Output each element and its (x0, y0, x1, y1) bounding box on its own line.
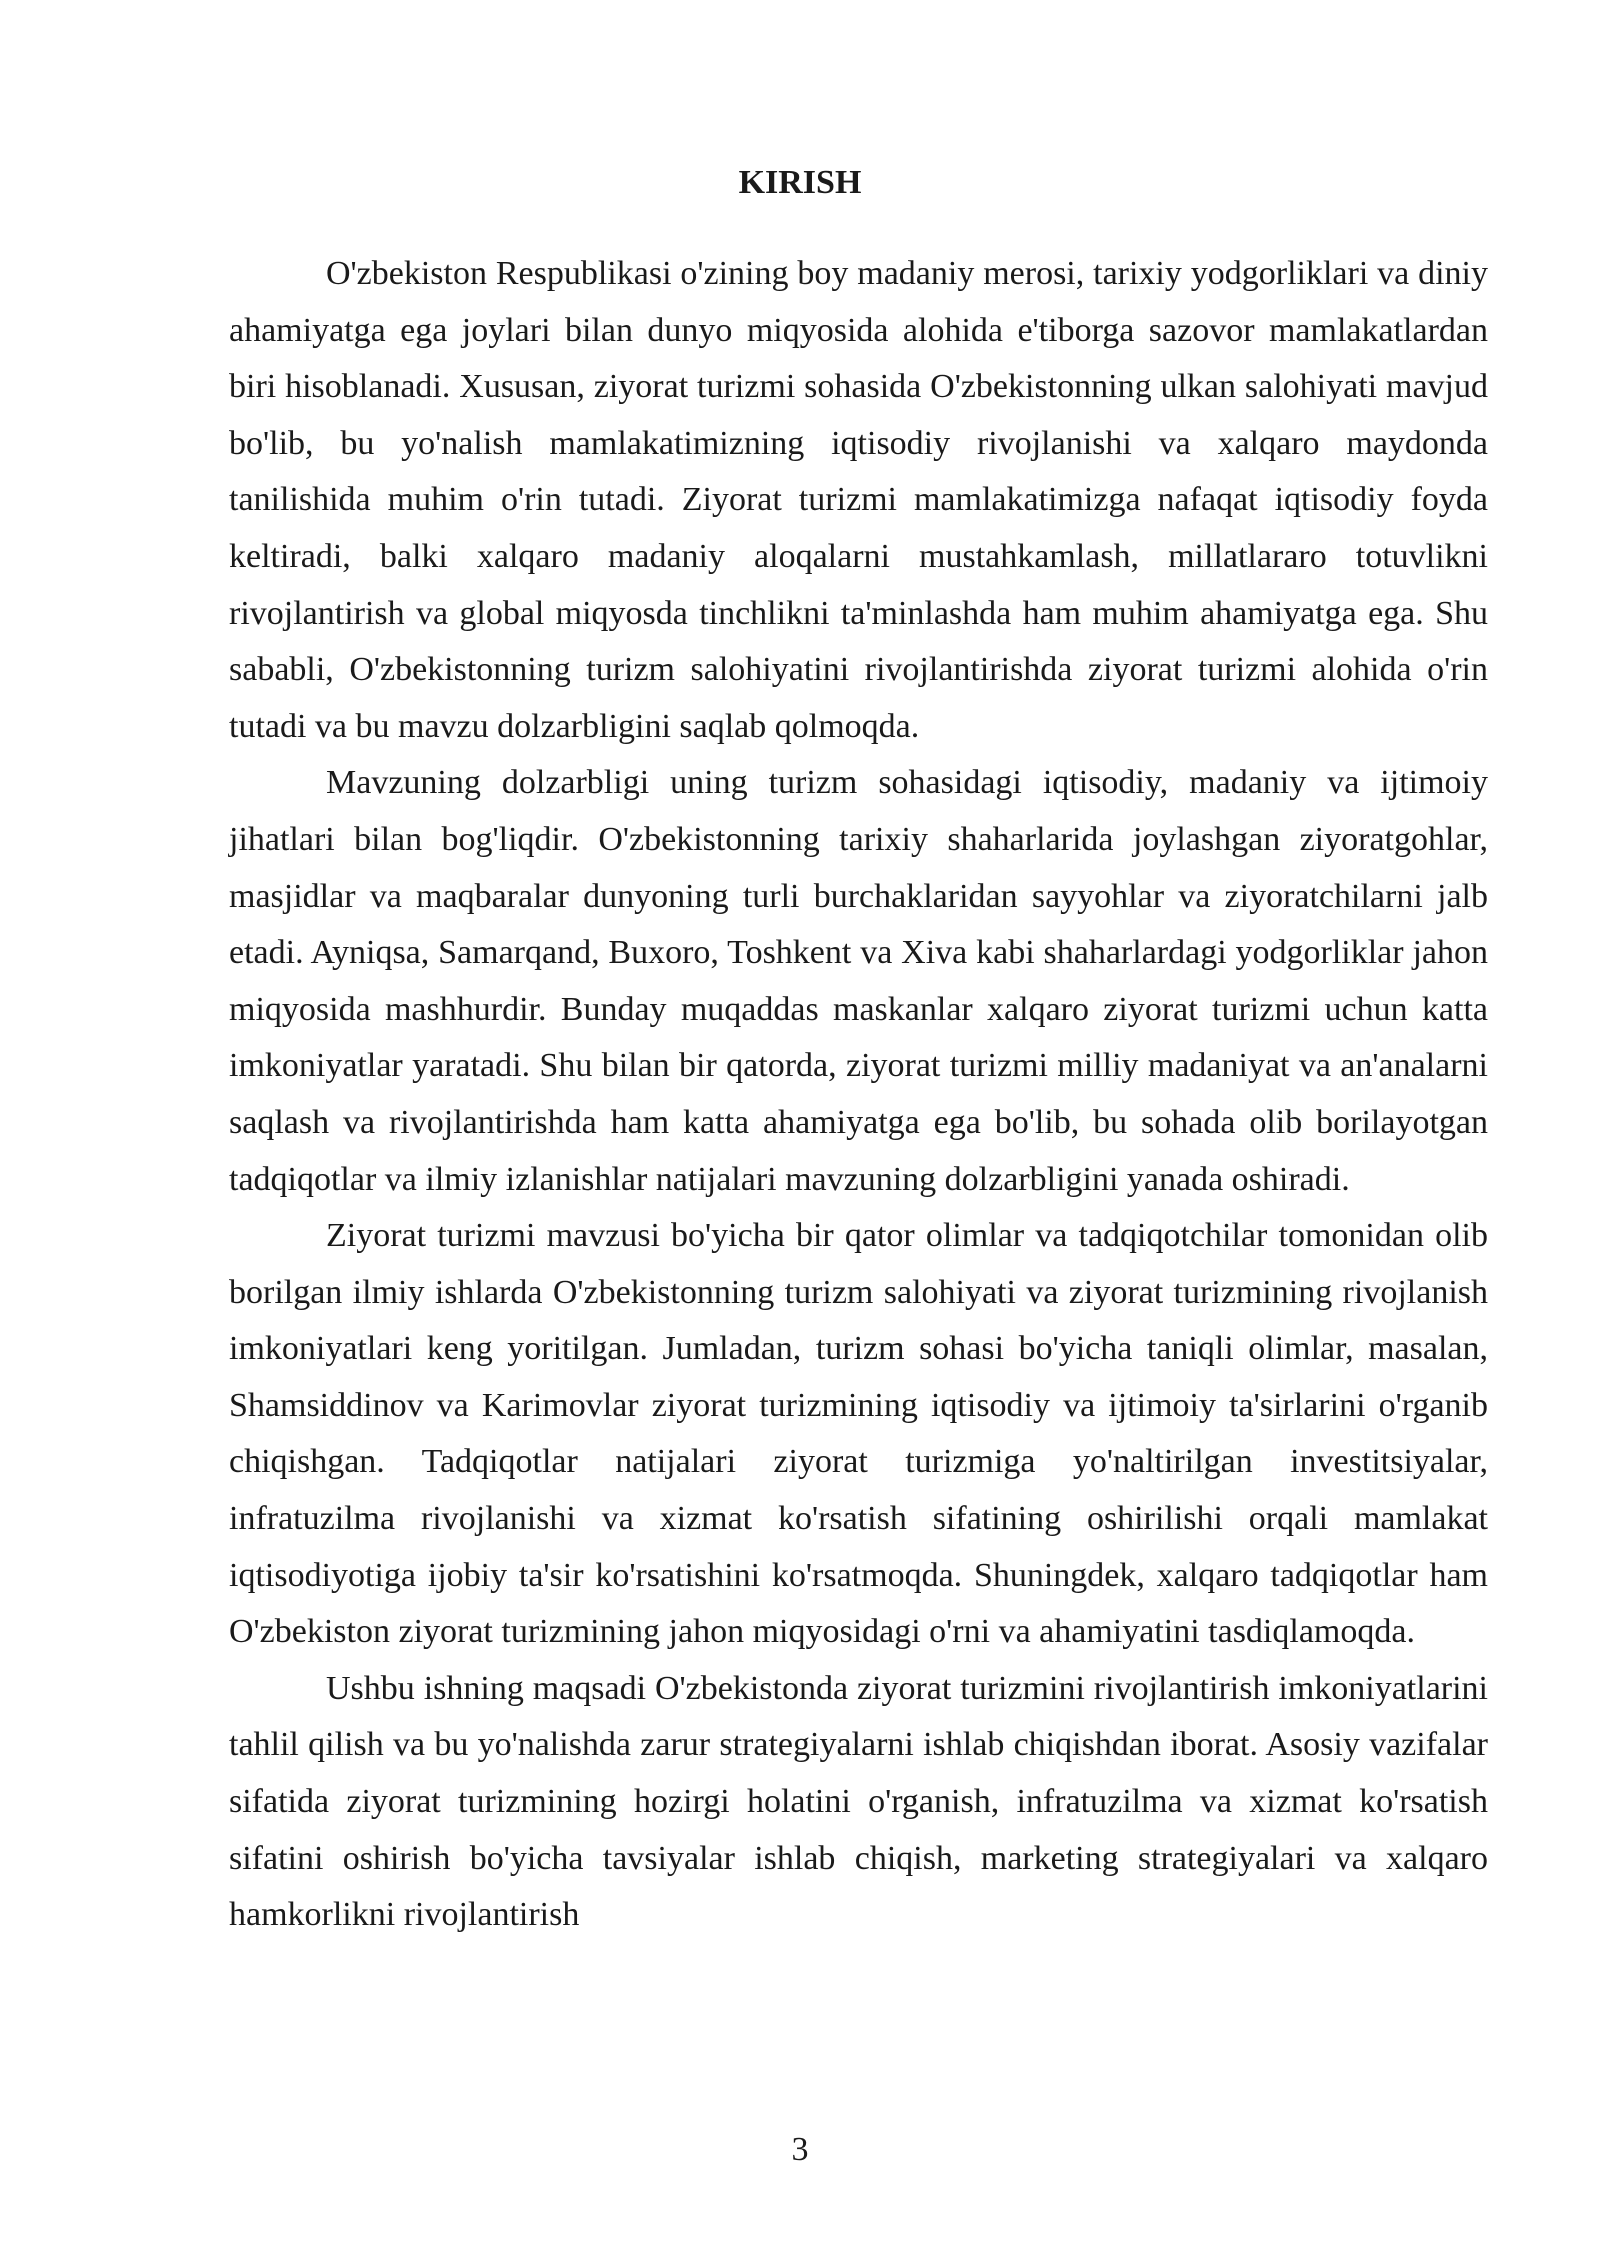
paragraph-3: Ziyorat turizmi mavzusi bo'yicha bir qator olimlar va tadqiqotchilar tomonidan olib borilgan ilmiy ishlarda O'zbekistonning turizm salohiyati va ziyorat turizmining rivojlanish imkoniyatlari keng yoritilgan. Jumladan, turizm sohasi bo'yicha taniqli olimlar, masalan, Shamsiddinov va Karimovlar ziyorat turizmining iqtisodiy va ijtimoiy ta'sirlarini o'rganib chiqishgan. Tadqiqotlar natijalari ziyorat turizmiga yo'naltirilgan investitsiyalar, infratuzilma rivojlanishi va xizmat ko'rsatish sifatining oshirilishi orqali mamlakat iqtisodiyotiga ijobiy ta'sir ko'rsatishini ko'rsatmoqda. Shuningdek, xalqaro tadqiqotlar ham O'zbekiston ziyorat turizmining jahon miqyosidagi o'rni va ahamiyatini tasdiqlamoqda. (229, 1217, 1488, 1651)
paragraph-4: Ushbu ishning maqsadi O'zbekistonda ziyorat turizmini rivojlantirish imkoniyatlarini tahlil qilish va bu yo'nalishda zarur strategiyalarni ishlab chiqishdan iborat. Asosiy vazifalar sifatida ziyorat turizmining hozirgi holatini o'rganish, infratuzilma va xizmat ko'rsatish sifatini oshirish bo'yicha tavsiyalar ishlab chiqish, marketing strategiyalari va xalqaro hamkorlikni rivojlantirish (229, 1669, 1488, 1934)
page-number: 3 (791, 2131, 809, 2168)
body-text (229, 246, 1488, 1944)
paragraph-1: O'zbekiston Respublikasi o'zining boy madaniy merosi, tarixiy yodgorliklari va diniy ahamiyatga ega joylari bilan dunyo miqyosida alohida e'tiborga sazovor mamlakatlardan biri hisoblanadi. Xususan, ziyorat turizmi sohasida O'zbekistonning ulkan salohiyati mavjud bo'lib, bu yo'nalish mamlakatimizning iqtisodiy rivojlanishi va xalqaro maydonda tanilishida muhim o'rin tutadi. Ziyorat turizmi mamlakatimizga nafaqat iqtisodiy foyda keltiradi, balki xalqaro madaniy aloqalarni mustahkamlash, millatlararo totuvlikni rivojlantirish va global miqyosda tinchlikni ta'minlashda ham muhim ahamiyatga ega. Shu sababli, O'zbekistonning turizm salohiyatini rivojlantirishda ziyorat turizmi alohida o'rin tutadi va bu mavzu dolzarbligini saqlab qolmoqda. (229, 255, 1488, 745)
paragraph-2: Mavzuning dolzarbligi uning turizm sohasidagi iqtisodiy, madaniy va ijtimoiy jihatlari bilan bog'liqdir. O'zbekistonning tarixiy shaharlarida joylashgan ziyoratgohlar, masjidlar va maqbaralar dunyoning turli burchaklaridan sayyohlar va ziyoratchilarni jalb etadi. Ayniqsa, Samarqand, Buxoro, Toshkent va Xiva kabi shaharlardagi yodgorliklar jahon miqyosida mashhurdir. Bunday muqaddas maskanlar xalqaro ziyorat turizmi uchun katta imkoniyatlar yaratadi. Shu bilan bir qatorda, ziyorat turizmi milliy madaniyat va an'analarni saqlash va rivojlantirishda ham katta ahamiyatga ega bo'lib, bu sohada olib borilayotgan tadqiqotlar va ilmiy izlanishlar natijalari mavzuning dolzarbligini yanada oshiradi. (229, 764, 1488, 1198)
page-title: KIRISH (738, 164, 862, 201)
